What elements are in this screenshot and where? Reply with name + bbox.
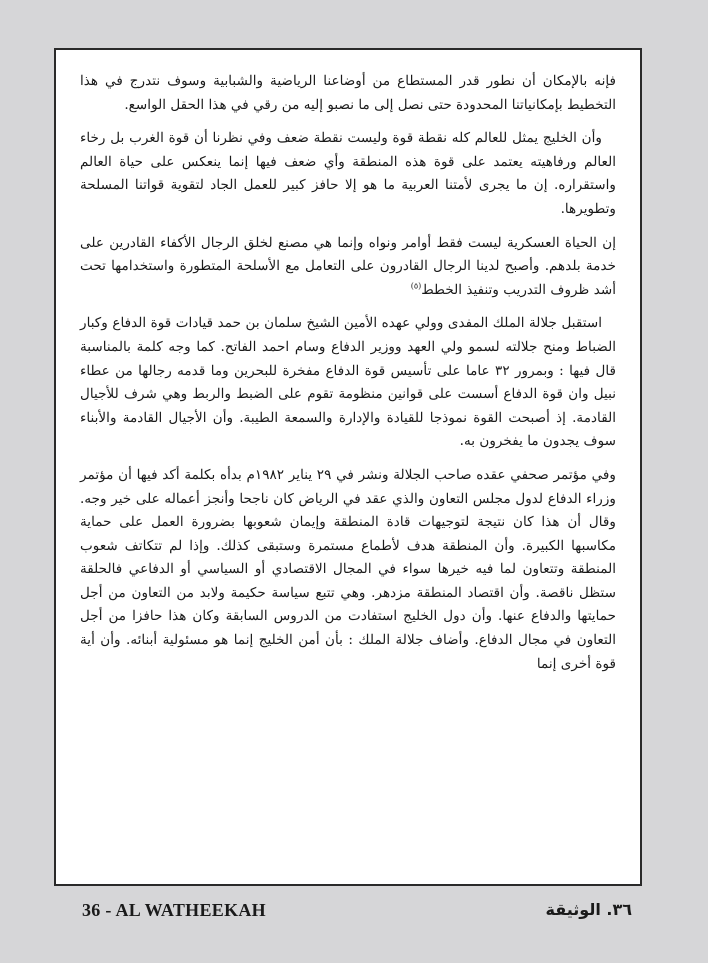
paragraph-1: فإنه بالإمكان أن نطور قدر المستطاع من أوضاعنا الرياضية والشبابية وسوف نتدرج في هذا التخطيط بإمكانياتنا المحدودة حتى نصل إلى ما نصبو إليه من رقي في هذا الحقل الواسع. <box>80 73 616 113</box>
document-body <box>80 70 616 676</box>
footnote-marker: (٥) <box>410 281 422 291</box>
footer-page-label-english: 36 - AL WATHEEKAH <box>82 900 266 920</box>
footer-page-label-arabic: ٣٦. الوثيقة <box>545 900 632 919</box>
page-frame <box>54 48 642 886</box>
page-footer <box>54 896 642 924</box>
paragraph-3-text: إن الحياة العسكرية ليست فقط أوامر ونواه وإنما هي مصنع لخلق الرجال الأكفاء القادرين على خدمة بلدهم. وأصبح لدينا الرجال القادرون على التعامل مع الأسلحة المتطورة واستخدامها تحت أشد ظروف التدريب وتنفيذ الخطط <box>80 234 616 298</box>
paragraph-2: وأن الخليج يمثل للعالم كله نقطة قوة وليست نقطة ضعف وفي نظرنا أن قوة الغرب بل رخاء العالم ورفاهيته يعتمد على قوة هذه المنطقة وأي ضعف فيها إنما ينعكس على حياة العالم واستقراره. إن ما يجرى لأمتنا العربية ما هو إلا حافز كبير للعمل الجاد لتقوية قواتنا المسلحة وتطويرها. <box>80 130 616 217</box>
paragraph-4: استقبل جلالة الملك المفدى وولي عهده الأمين الشيخ سلمان بن حمد قيادات قوة الدفاع وكبار الضباط ومنح جلالته لسمو ولي العهد ووزير الدفاع وسام احمد الفاتح. كما وجه كلمة بالمناسبة قال فيها : وبمرور ٣٢ عاما على تأسيس قوة الدفاع مفخرة للبحرين وما قدمه رجالها من عطاء نبيل وان قوة الدفاع أسست على قوانين منظومة تقوم على الضبط والربط وهي شرف للأجيال القادمة. إذ أصبحت القوة نموذجا للقيادة والإدارة والسمعة الطيبة. وأن الأجيال القادمة والأبناء سوف يجدون ما يفخرون به. <box>80 315 616 450</box>
paragraph-5: وفي مؤتمر صحفي عقده صاحب الجلالة ونشر في ٢٩ يناير ١٩٨٢م بدأه بكلمة أكد فيها أن مؤتمر وزراء الدفاع لدول مجلس التعاون والذي عقد في الرياض كان ناجحا وأنجز أعماله على خير وجه. وقال أن هذا كان نتيجة لتوجيهات قادة المنطقة وإيمان شعوبها بضرورة العمل على حماية مكاسبها الكبيرة. وأن المنطقة هدف لأطماع مستمرة وستبقى كذلك. وإذا لم تتكاتف شعوب المنطقة وتتعاون لما فيه خيرها سواء في المجال الاقتصادي أو السياسي أو الدفاعي فالحلقة ستظل ناقصة. وأن اقتصاد المنطقة مزدهر. وهي تتبع سياسة حكيمة ولابد من التعاون من أجل حمايتها والدفاع عنها. وأن دول الخليج استفادت من الدروس السابقة وكان هذا حافزا من أجل التعاون في مجال الدفاع. وأضاف جلالة الملك : بأن أمن الخليج إنما هو مسئولية أبنائه. وأن أية قوة أخرى إنما <box>80 466 616 672</box>
paragraph-3 <box>80 232 616 303</box>
